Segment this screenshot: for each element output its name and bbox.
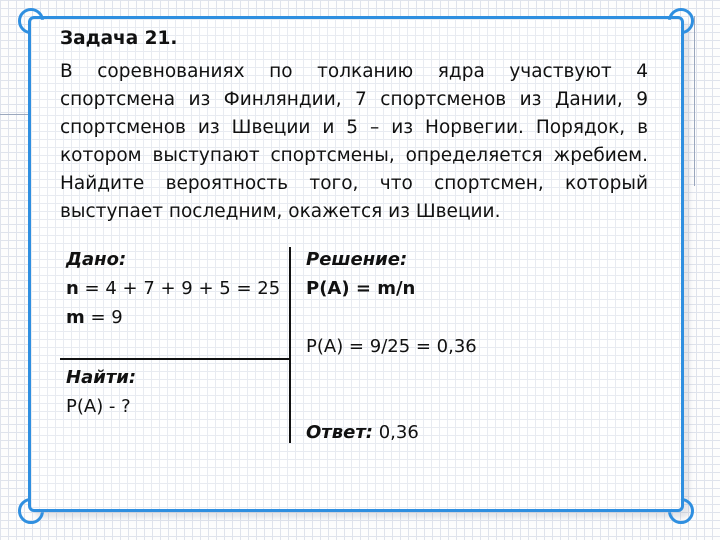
find-heading: Найти: [66, 367, 137, 388]
given-n-expression: = 4 + 7 + 9 + 5 = 25 [78, 278, 281, 299]
solution-calculation: P(A) = 9/25 = 0,36 [306, 336, 477, 357]
task-title: Задача 21. [60, 28, 178, 49]
given-n-line [66, 278, 280, 299]
answer-line [306, 422, 419, 443]
right-rule [694, 16, 695, 186]
given-m-expression: = 9 [84, 307, 123, 328]
answer-label: Ответ: [306, 422, 373, 443]
find-line: P(A) - ? [66, 396, 131, 417]
given-n-label: n [66, 278, 79, 299]
answer-value: 0,36 [372, 422, 419, 443]
solution-formula [306, 278, 415, 299]
given-m-line [66, 307, 123, 328]
task-text: В соревнованиях по толканию ядра участвуют 4 спортсмена из Финляндии, 7 спортсменов из Дании, 9 спортсменов из Швеции и 5 – из Норвегии. Порядок, в котором выступают спортсмены, определяется жребием. Найдите вероятность того, что спортсмен, который выступает последним, окажется из Швеции. [60, 61, 648, 222]
given-heading: Дано: [66, 249, 127, 270]
given-find-divider [60, 358, 290, 360]
solution-formula-text: P(A) = m/n [306, 278, 416, 299]
solution-heading: Решение: [306, 249, 408, 270]
given-solution-divider [289, 247, 291, 443]
given-m-label: m [66, 307, 85, 328]
